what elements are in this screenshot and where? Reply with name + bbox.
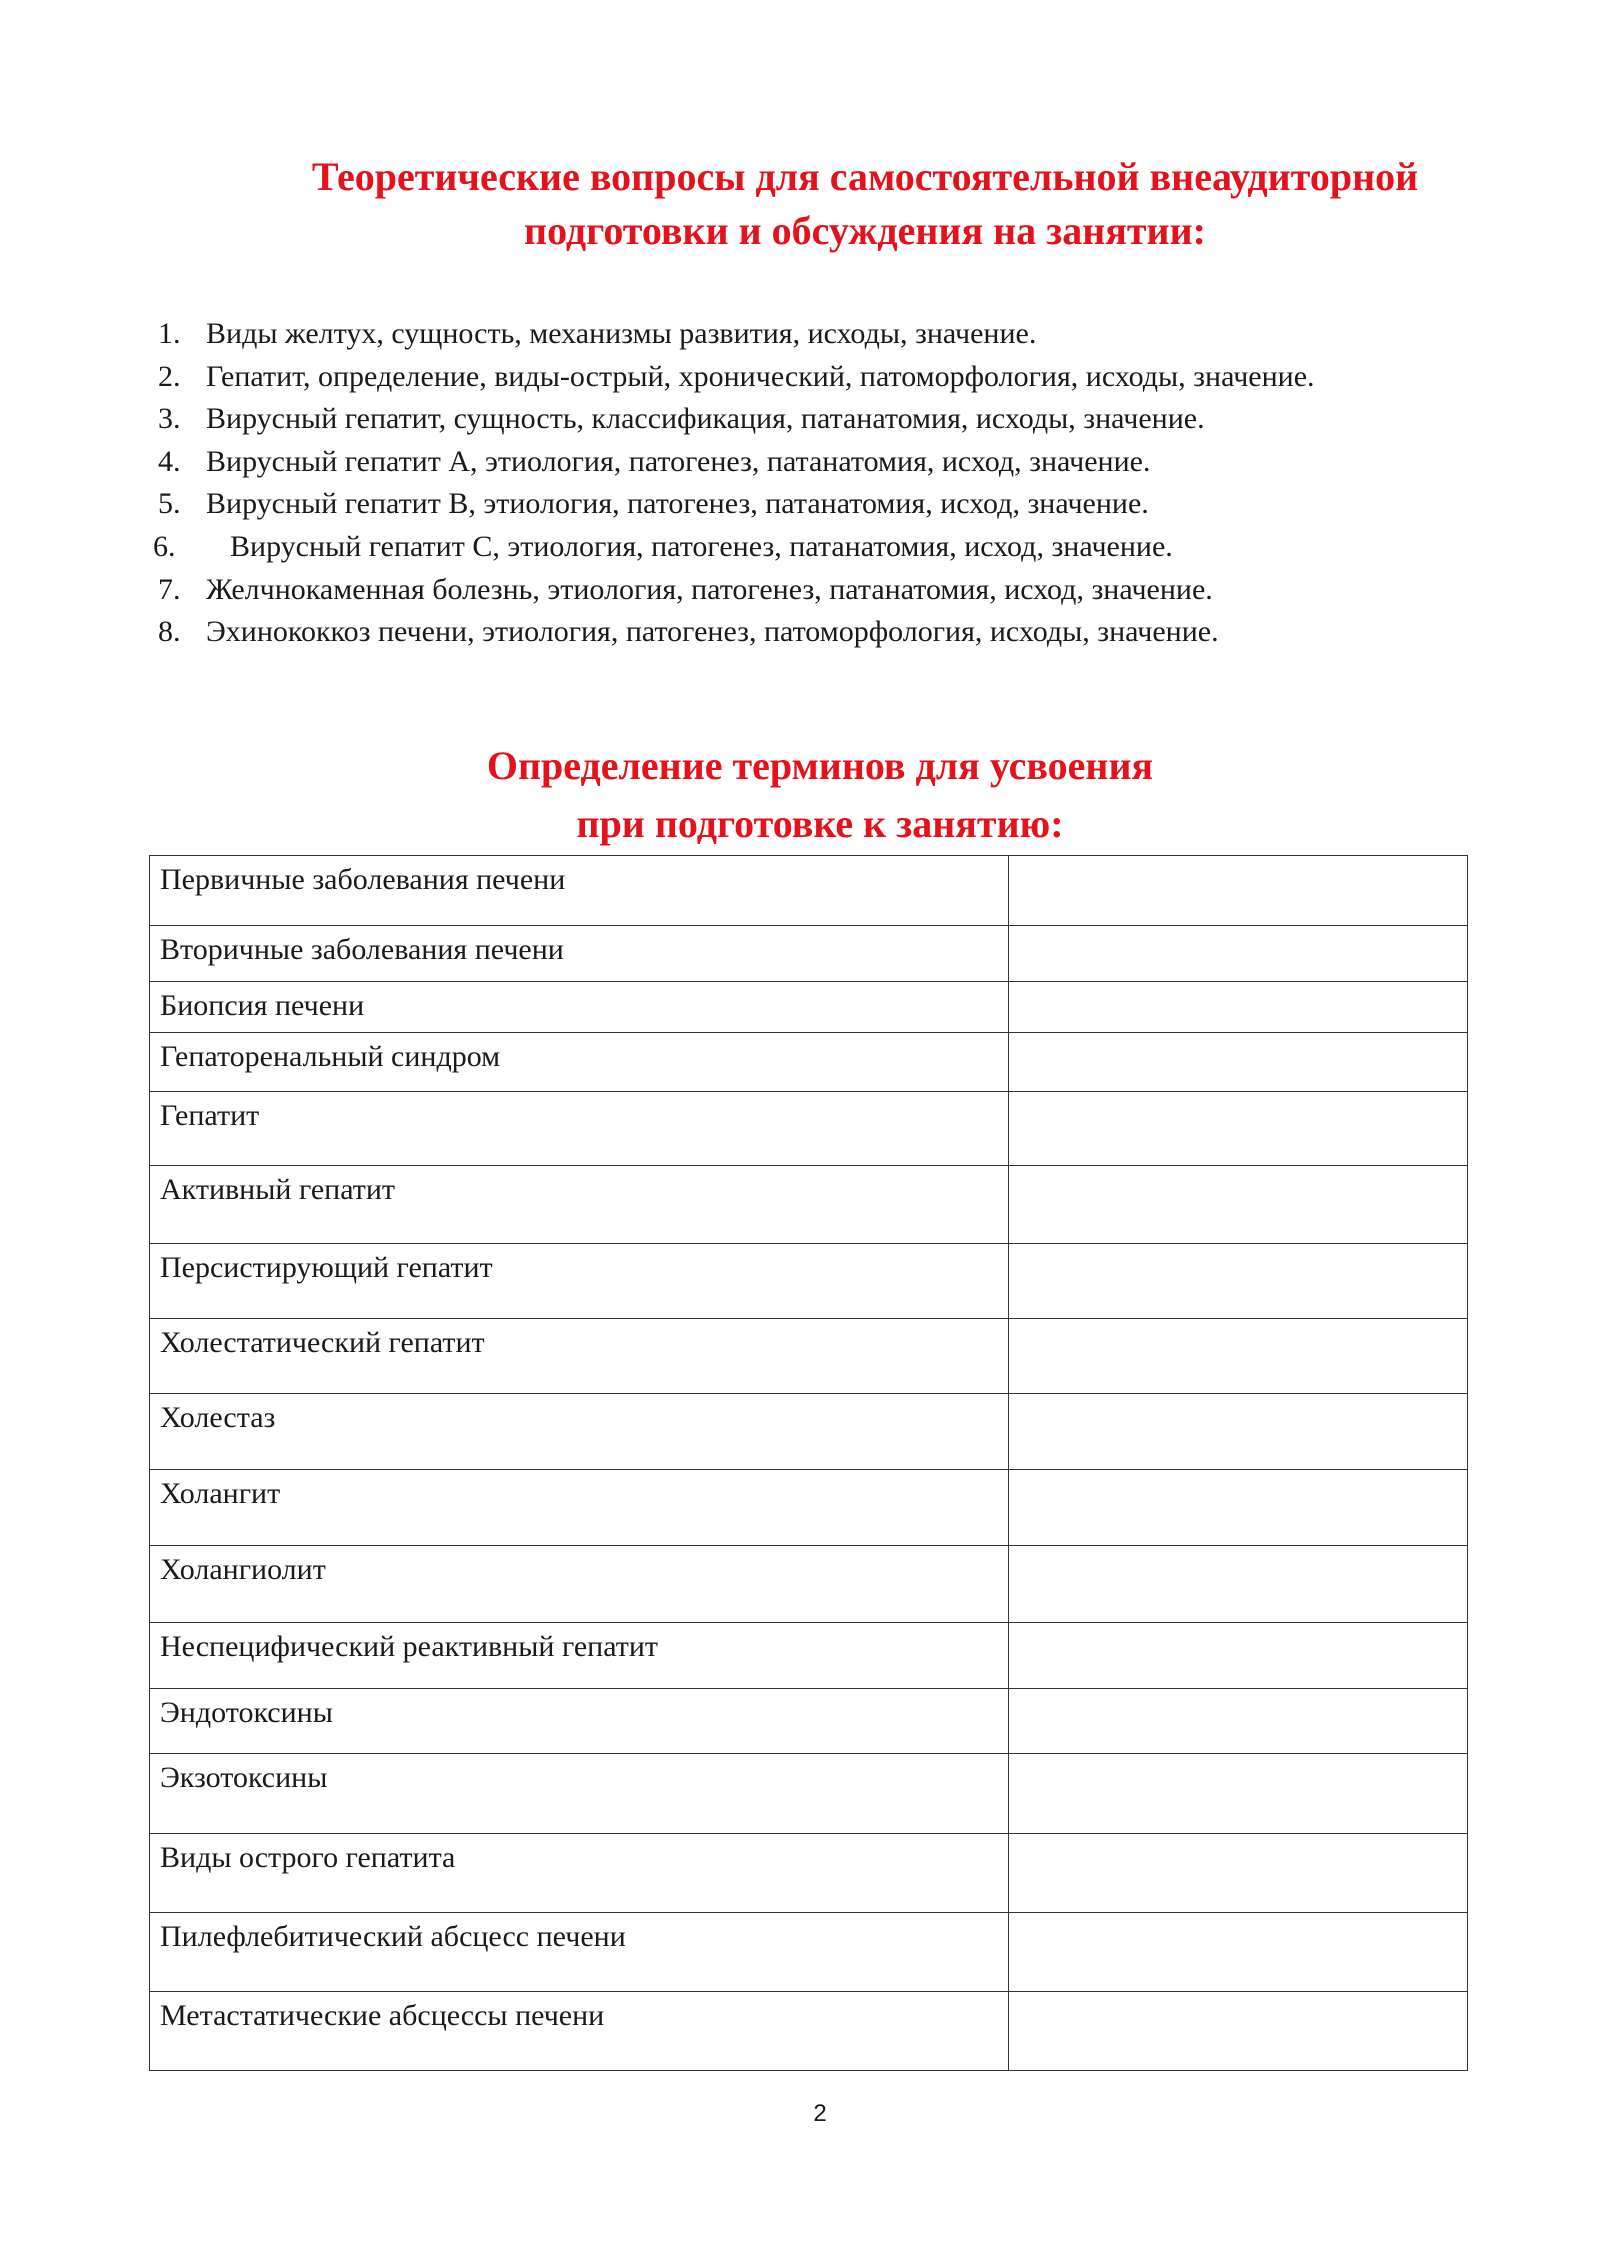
- terms-heading-line-1: Определение терминов для усвоения: [486, 743, 1154, 788]
- table-row: [150, 926, 1468, 982]
- table-row: [150, 1913, 1468, 1992]
- table-row: [150, 1244, 1468, 1319]
- question-text: Вирусный гепатит С, этиология, патогенез, патанатомия, исход, значение.: [230, 529, 1173, 563]
- question-number: 7.: [158, 572, 181, 606]
- definition-cell[interactable]: [1009, 926, 1468, 982]
- term-cell: Метастатические абсцессы печени: [150, 1992, 1009, 2071]
- table-row: [150, 1470, 1468, 1546]
- question-text: Вирусный гепатит А, этиология, патогенез, патанатомия, исход, значение.: [206, 444, 1151, 478]
- table-row: [150, 1319, 1468, 1394]
- term-cell: Активный гепатит: [150, 1166, 1009, 1244]
- definition-cell[interactable]: [1009, 1092, 1468, 1166]
- questions-heading-line-1: Теоретические вопросы для самостоятельной внеаудиторной: [311, 154, 1419, 199]
- question-text: Виды желтух, сущность, механизмы развития, исходы, значение.: [206, 317, 1037, 350]
- terms-table: [149, 855, 1468, 2071]
- definition-cell[interactable]: [1009, 1470, 1468, 1546]
- page-number: 2: [813, 2100, 827, 2127]
- question-item: [150, 441, 1470, 484]
- term-cell: Гепаторенальный синдром: [150, 1033, 1009, 1092]
- definition-cell[interactable]: [1009, 1754, 1468, 1834]
- term-cell: Экзотоксины: [150, 1754, 1009, 1834]
- table-row: [150, 1166, 1468, 1244]
- term-cell: Гепатит: [150, 1092, 1009, 1166]
- definition-cell[interactable]: [1009, 1394, 1468, 1470]
- definition-cell[interactable]: [1009, 1319, 1468, 1394]
- question-item: [150, 313, 1470, 356]
- definition-cell[interactable]: [1009, 856, 1468, 926]
- table-row: [150, 1992, 1468, 2071]
- question-item: [150, 611, 1470, 654]
- terms-heading: [150, 737, 1490, 853]
- question-number: 3.: [158, 402, 181, 436]
- term-cell: Холангиолит: [150, 1546, 1009, 1623]
- definition-cell[interactable]: [1009, 1033, 1468, 1092]
- term-cell: Эндотоксины: [150, 1689, 1009, 1754]
- term-cell: Первичные заболевания печени: [150, 856, 1009, 926]
- term-cell: Вторичные заболевания печени: [150, 926, 1009, 982]
- definition-cell[interactable]: [1009, 1689, 1468, 1754]
- term-cell: Пилефлебитический абсцесс печени: [150, 1913, 1009, 1992]
- table-row: [150, 1394, 1468, 1470]
- question-text: Вирусный гепатит, сущность, классификация, патанатомия, исходы, значение.: [206, 402, 1205, 436]
- table-row: [150, 1546, 1468, 1623]
- question-number: 6.: [153, 529, 176, 563]
- table-row: [150, 1754, 1468, 1834]
- definition-cell[interactable]: [1009, 1623, 1468, 1689]
- question-text: Эхинококкоз печени, этиология, патогенез, патоморфология, исходы, значение.: [206, 615, 1219, 649]
- question-number: 5.: [158, 487, 181, 521]
- table-row: [150, 1623, 1468, 1689]
- term-cell: Холангит: [150, 1470, 1009, 1546]
- table-row: [150, 1689, 1468, 1754]
- definition-cell[interactable]: [1009, 1244, 1468, 1319]
- questions-heading: [240, 150, 1490, 258]
- question-number: 1.: [158, 317, 181, 350]
- table-row: [150, 856, 1468, 926]
- question-text: Желчнокаменная болезнь, этиология, патогенез, патанатомия, исход, значение.: [206, 572, 1213, 606]
- definition-cell[interactable]: [1009, 1546, 1468, 1623]
- term-cell: Персистирующий гепатит: [150, 1244, 1009, 1319]
- terms-heading-line-2: при подготовке к занятию:: [576, 801, 1064, 846]
- question-item: [150, 356, 1470, 399]
- question-text: Вирусный гепатит В, этиология, патогенез, патанатомия, исход, значение.: [206, 487, 1149, 521]
- term-cell: Биопсия печени: [150, 982, 1009, 1033]
- definition-cell[interactable]: [1009, 982, 1468, 1033]
- term-cell: Неспецифический реактивный гепатит: [150, 1623, 1009, 1689]
- question-item: [150, 398, 1470, 441]
- questions-heading-line-2: подготовки и обсуждения на занятии:: [524, 208, 1206, 253]
- question-item: [150, 569, 1470, 612]
- questions-list: [150, 313, 1470, 654]
- table-row: [150, 982, 1468, 1033]
- definition-cell[interactable]: [1009, 1913, 1468, 1992]
- question-item: [150, 483, 1470, 526]
- question-number: 2.: [158, 359, 181, 393]
- question-number: 4.: [158, 444, 181, 478]
- question-text: Гепатит, определение, виды-острый, хронический, патоморфология, исходы, значение.: [206, 359, 1315, 393]
- table-row: [150, 1834, 1468, 1913]
- term-cell: Холестатический гепатит: [150, 1319, 1009, 1394]
- table-row: [150, 1033, 1468, 1092]
- question-number: 8.: [158, 615, 181, 649]
- definition-cell[interactable]: [1009, 1992, 1468, 2071]
- table-row: [150, 1092, 1468, 1166]
- question-item: [150, 526, 1470, 569]
- term-cell: Холестаз: [150, 1394, 1009, 1470]
- term-cell: Виды острого гепатита: [150, 1834, 1009, 1913]
- definition-cell[interactable]: [1009, 1834, 1468, 1913]
- definition-cell[interactable]: [1009, 1166, 1468, 1244]
